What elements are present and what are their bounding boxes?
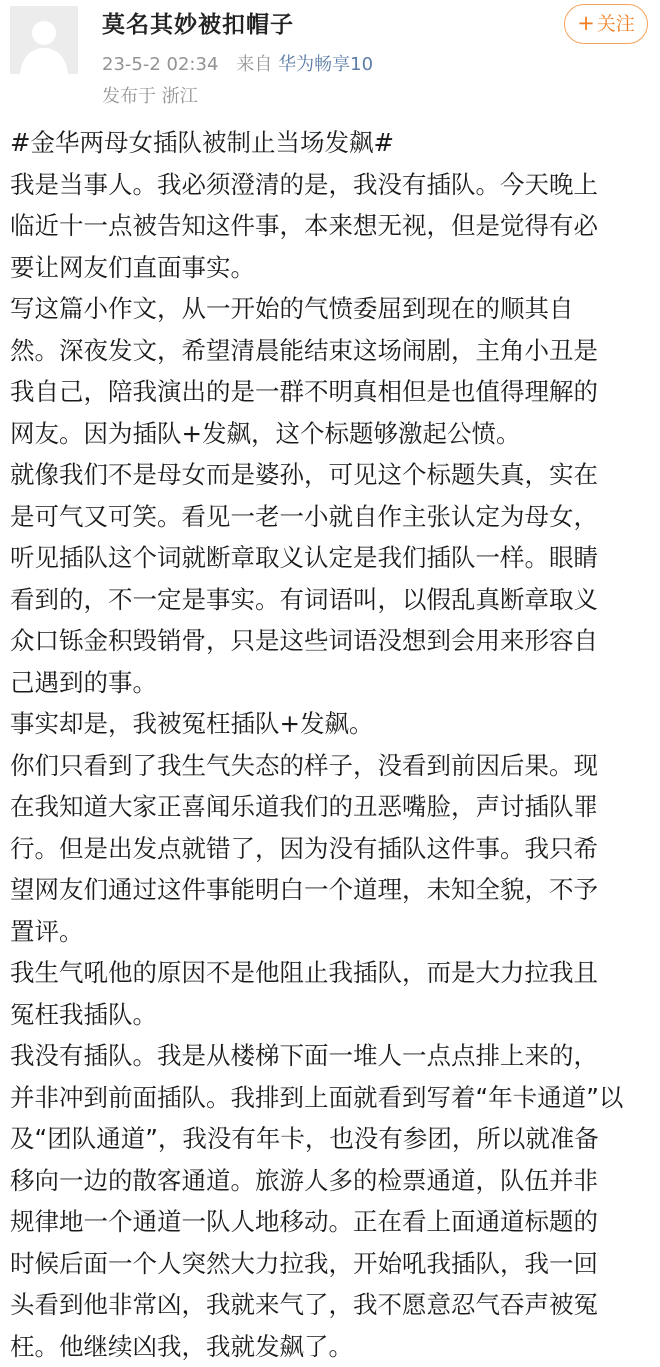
- default-avatar-icon: [10, 6, 78, 74]
- text-line: 并非冲到前面插队。我排到上面就看到写着“年卡通道”以: [10, 1077, 650, 1119]
- text-line: 移向一边的散客通道。旅游人多的检票通道，队伍并非: [10, 1160, 650, 1202]
- text-line: 就像我们不是母女而是婆孙，可见这个标题失真，实在: [10, 454, 650, 496]
- text-line: 听见插队这个词就断章取义认定是我们插队一样。眼睛: [10, 537, 650, 579]
- text-line: 在我知道大家正喜闻乐道我们的丑恶嘴脸，声讨插队罪: [10, 786, 650, 828]
- post-body: [10, 122, 650, 1367]
- text-line: 头看到他非常凶，我就来气了，我不愿意忍气吞声被冤: [10, 1284, 650, 1326]
- text-line: 时候后面一个人突然大力拉我，开始吼我插队，我一回: [10, 1243, 650, 1285]
- text-line: 我是当事人。我必须澄清的是，我没有插队。今天晚上: [10, 164, 650, 206]
- text-line: 及“团队通道”，我没有年卡，也没有参团，所以就准备: [10, 1118, 650, 1160]
- text-line: 己遇到的事。: [10, 662, 650, 704]
- text-line: 看到的，不一定是事实。有词语叫，以假乱真断章取义: [10, 579, 650, 621]
- author-name[interactable]: 莫名其妙被扣帽子: [102, 6, 294, 39]
- text-line: 置评。: [10, 911, 650, 953]
- post-location: 发布于 浙江: [102, 82, 198, 108]
- text-line: 枉。他继续凶我，我就发飙了。: [10, 1326, 650, 1367]
- source-device-link[interactable]: 华为畅享10: [278, 54, 373, 75]
- text-line: 我没有插队。我是从楼梯下面一堆人一点点排上来的，: [10, 1035, 650, 1077]
- text-line: 你们只看到了我生气失态的样子，没看到前因后果。现: [10, 745, 650, 787]
- avatar[interactable]: [10, 6, 78, 74]
- text-line: 然。深夜发文，希望清晨能结束这场闹剧，主角小丑是: [10, 330, 650, 372]
- text-line: 临近十一点被告知这件事，本来想无视，但是觉得有必: [10, 205, 650, 247]
- text-line: 望网友们通过这件事能明白一个道理，未知全貌，不予: [10, 869, 650, 911]
- hashtag-line[interactable]: #金华两母女插队被制止当场发飙#: [10, 122, 650, 164]
- text-line: 要让网友们直面事实。: [10, 247, 650, 289]
- post-timestamp: 23-5-2 02:34: [102, 54, 218, 75]
- text-line: 我自己，陪我演出的是一群不明真相但是也值得理解的: [10, 371, 650, 413]
- text-line: 写这篇小作文，从一开始的气愤委屈到现在的顺其自: [10, 288, 650, 330]
- post-header: [0, 0, 660, 118]
- text-line: 冤枉我插队。: [10, 994, 650, 1036]
- source-prefix: 来自: [236, 54, 272, 75]
- text-line: 我生气吼他的原因不是他阻止我插队，而是大力拉我且: [10, 952, 650, 994]
- post-meta: [102, 50, 373, 76]
- text-line: 众口铄金积毁销骨，只是这些词语没想到会用来形容自: [10, 620, 650, 662]
- text-line: 网友。因为插队+发飙，这个标题够激起公愤。: [10, 413, 650, 455]
- text-line: 行。但是出发点就错了，因为没有插队这件事。我只希: [10, 828, 650, 870]
- text-line: 规律地一个通道一队人地移动。正在看上面通道标题的: [10, 1201, 650, 1243]
- text-line: 事实却是，我被冤枉插队+发飙。: [10, 703, 650, 745]
- follow-label: 关注: [597, 13, 635, 35]
- plus-icon: +: [577, 11, 595, 35]
- text-line: 是可气又可笑。看见一老一小就自作主张认定为母女，: [10, 496, 650, 538]
- follow-button[interactable]: [564, 4, 648, 44]
